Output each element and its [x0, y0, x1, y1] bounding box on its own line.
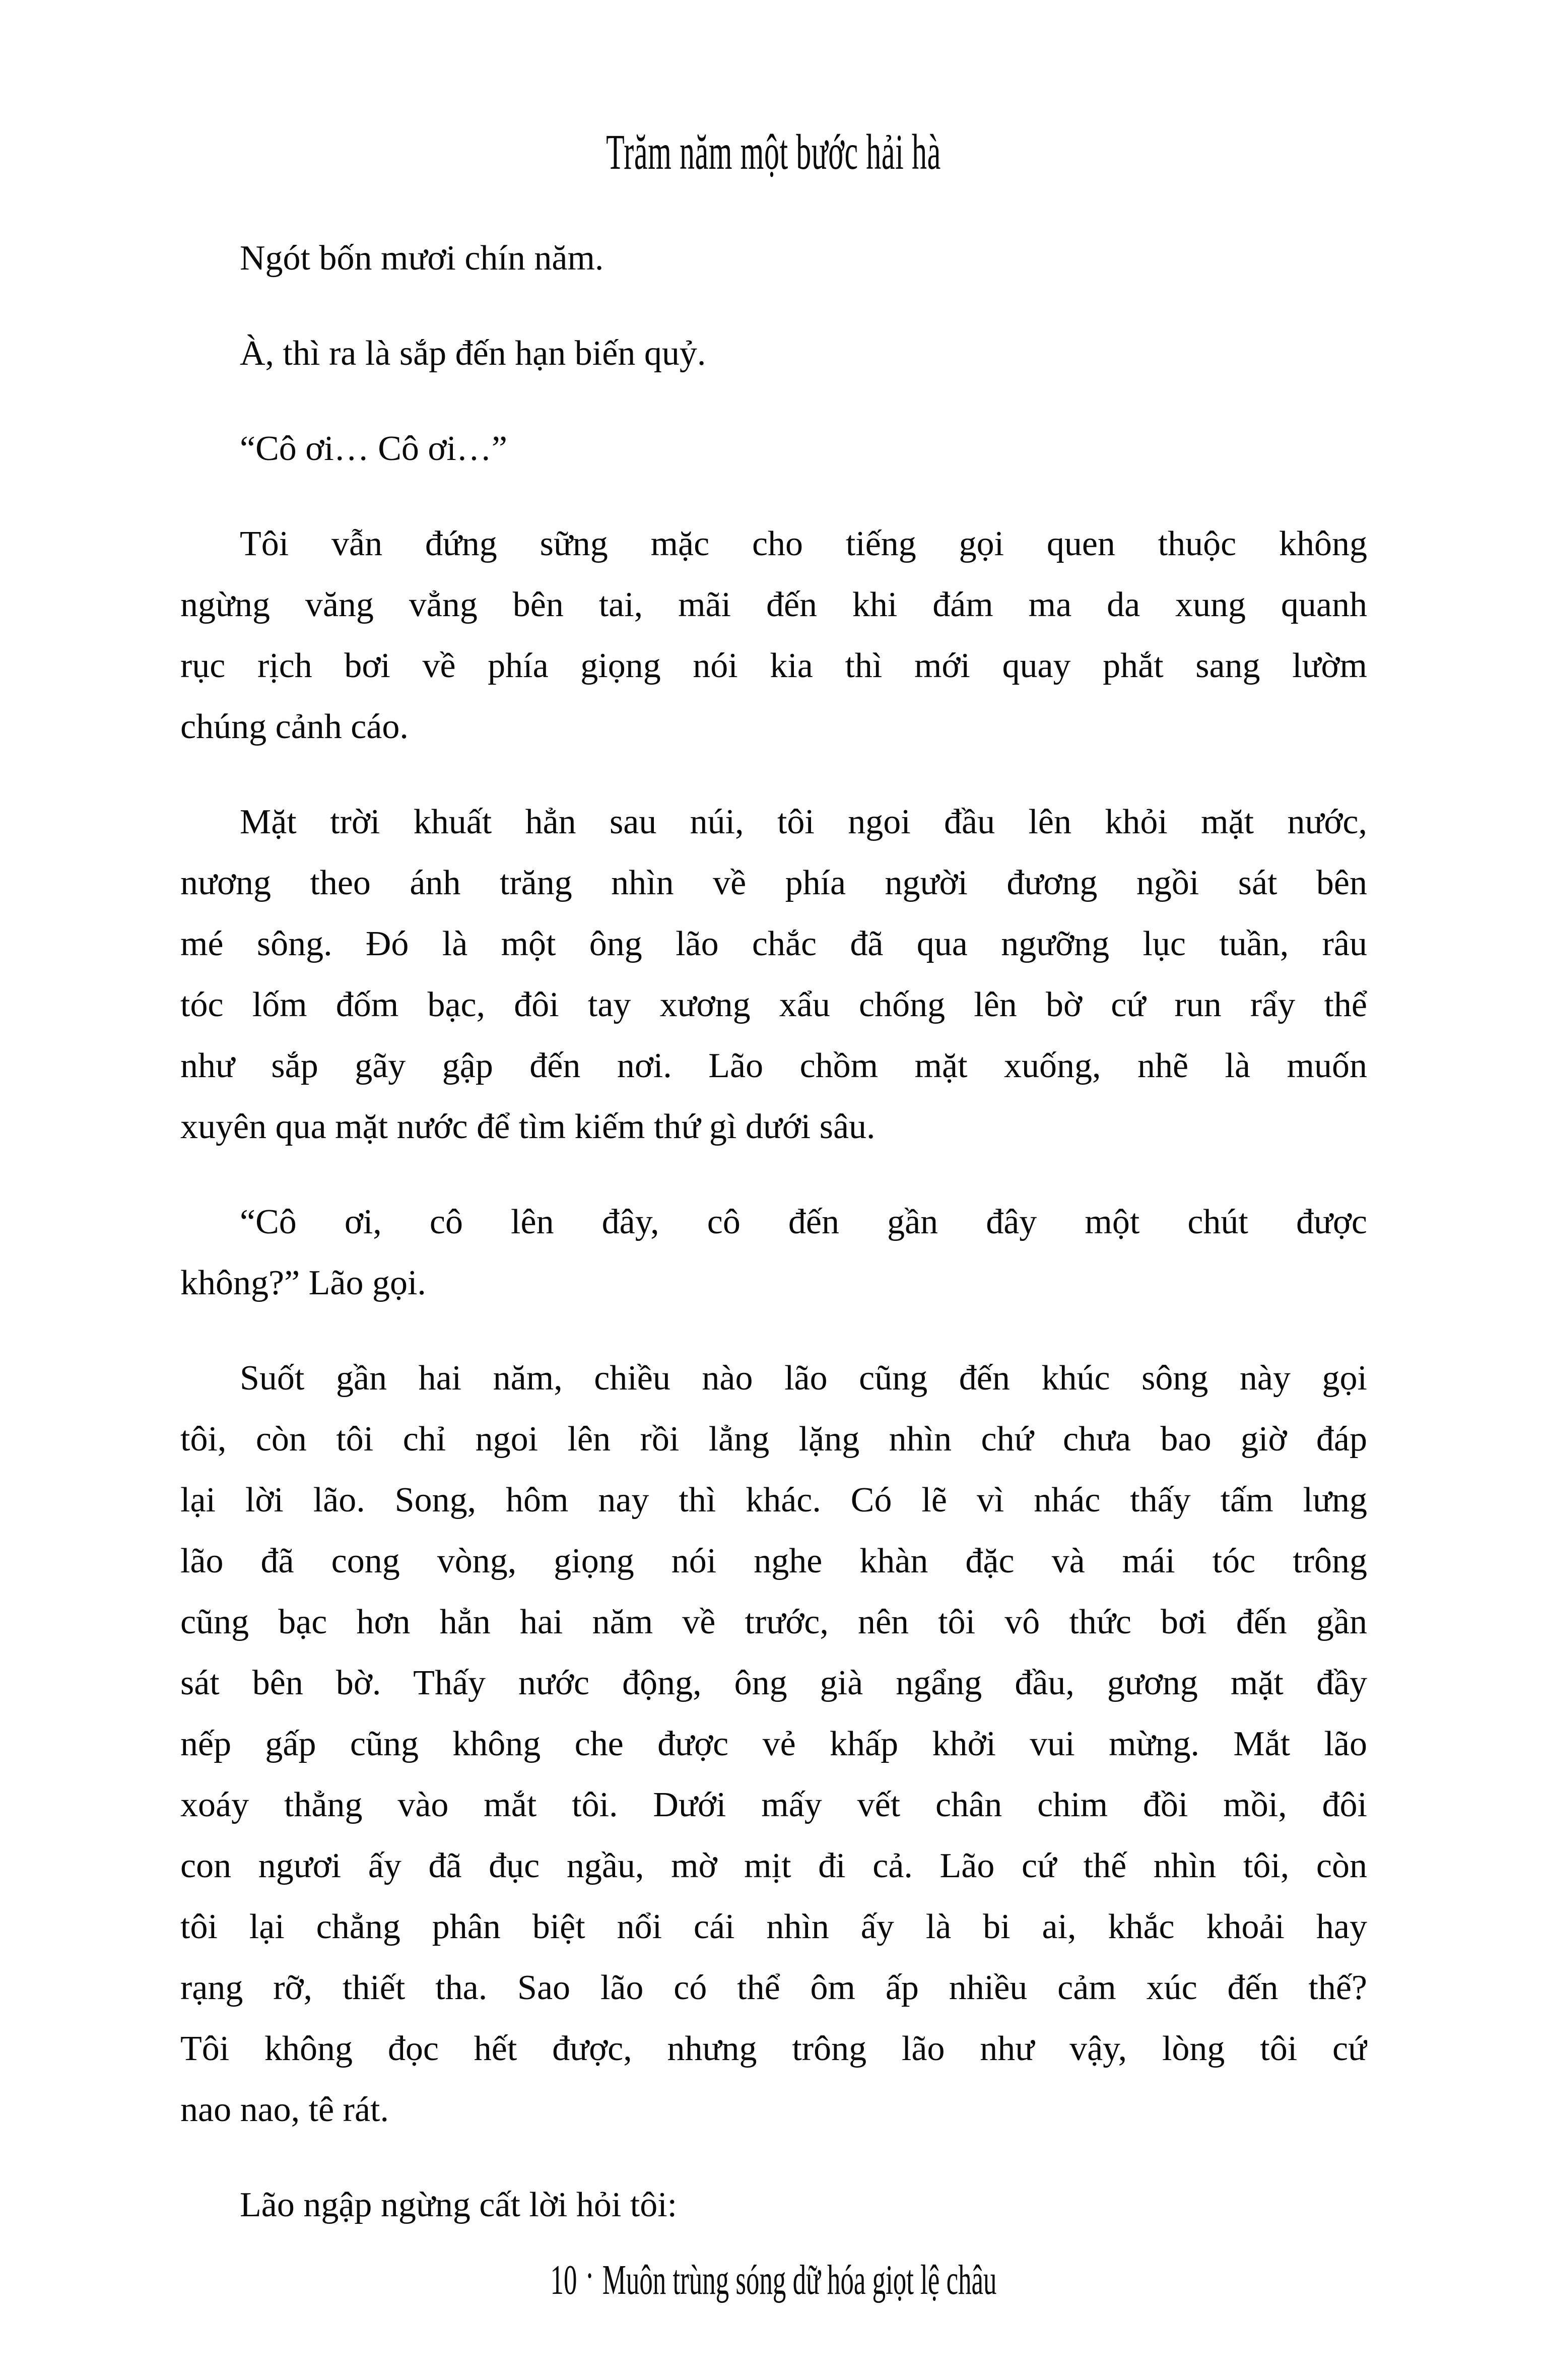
text-line: sát bên bờ. Thấy nước động, ông già ngẩng đầu, gương mặt đầy	[180, 1664, 1367, 1702]
footer-separator-dot: ·	[585, 2253, 594, 2299]
text-line: Mặt trời khuất hẳn sau núi, tôi ngoi đầu lên khỏi mặt nước,	[240, 803, 1367, 841]
paragraph	[180, 513, 1367, 757]
paragraph	[180, 791, 1367, 1157]
running-header: Trăm năm một bước hải hà	[606, 124, 941, 180]
text-line: rục rịch bơi về phía giọng nói kia thì mới quay phắt sang lườm	[180, 646, 1367, 685]
text-line: mé sông. Đó là một ông lão chắc đã qua ngưỡng lục tuần, râu	[180, 924, 1367, 963]
page-number: 10	[550, 2257, 577, 2303]
text-line: ngừng văng vẳng bên tai, mãi đến khi đám ma da xung quanh	[180, 585, 1367, 624]
text-line: lão đã cong vòng, giọng nói nghe khàn đặc và mái tóc trông	[180, 1542, 1367, 1580]
text-line: xuyên qua mặt nước để tìm kiếm thứ gì dưới sâu.	[180, 1107, 876, 1146]
text-line: Ngót bốn mươi chín năm.	[240, 239, 604, 278]
text-line: “Cô ơi, cô lên đây, cô đến gần đây một chút được	[240, 1203, 1367, 1241]
text-line: nao nao, tê rát.	[180, 2090, 389, 2129]
text-line: nương theo ánh trăng nhìn về phía người đương ngồi sát bên	[180, 864, 1367, 902]
text-line: không?” Lão gọi.	[180, 1264, 426, 1302]
text-line: như sắp gãy gập đến nơi. Lão chồm mặt xuống, nhẽ là muốn	[180, 1046, 1367, 1085]
text-line: con ngươi ấy đã đục ngầu, mờ mịt đi cả. Lão cứ thế nhìn tôi, còn	[180, 1846, 1367, 1885]
paragraph	[180, 228, 1367, 289]
text-line: “Cô ơi… Cô ơi…”	[240, 429, 507, 468]
text-line: Lão ngập ngừng cất lời hỏi tôi:	[240, 2186, 678, 2224]
text-line: cũng bạc hơn hẳn hai năm về trước, nên tôi vô thức bơi đến gần	[180, 1603, 1367, 1641]
text-line: tôi lại chẳng phân biệt nổi cái nhìn ấy là bi ai, khắc khoải hay	[180, 1907, 1367, 1946]
text-line: chúng cảnh cáo.	[180, 707, 409, 746]
text-line: nếp gấp cũng không che được vẻ khấp khởi vui mừng. Mắt lão	[180, 1725, 1367, 1763]
paragraph	[180, 418, 1367, 479]
book-title: Muôn trùng sóng dữ hóa giọt lệ châu	[602, 2257, 997, 2303]
text-line: Suốt gần hai năm, chiều nào lão cũng đến khúc sông này gọi	[240, 1359, 1367, 1398]
paragraph	[180, 1192, 1367, 1313]
text-line: tóc lốm đốm bạc, đôi tay xương xẩu chống lên bờ cứ run rẩy thể	[180, 985, 1367, 1024]
text-line: lại lời lão. Song, hôm nay thì khác. Có lẽ vì nhác thấy tấm lưng	[180, 1481, 1367, 1519]
body-text	[180, 228, 1367, 2235]
text-line: Tôi vẫn đứng sững mặc cho tiếng gọi quen thuộc không	[240, 524, 1367, 563]
text-line: xoáy thẳng vào mắt tôi. Dưới mấy vết chân chim đồi mồi, đôi	[180, 1786, 1367, 1824]
text-line: tôi, còn tôi chỉ ngoi lên rồi lẳng lặng nhìn chứ chưa bao giờ đáp	[180, 1420, 1367, 1459]
text-line: rạng rỡ, thiết tha. Sao lão có thể ôm ấp nhiều cảm xúc đến thế?	[180, 1968, 1367, 2007]
paragraph	[180, 1348, 1367, 2140]
paragraph	[180, 2174, 1367, 2235]
paragraph	[180, 323, 1367, 384]
text-line: Tôi không đọc hết được, nhưng trông lão như vậy, lòng tôi cứ	[180, 2029, 1367, 2068]
text-line: À, thì ra là sắp đến hạn biến quỷ.	[240, 334, 706, 373]
page-footer	[286, 2253, 1261, 2303]
